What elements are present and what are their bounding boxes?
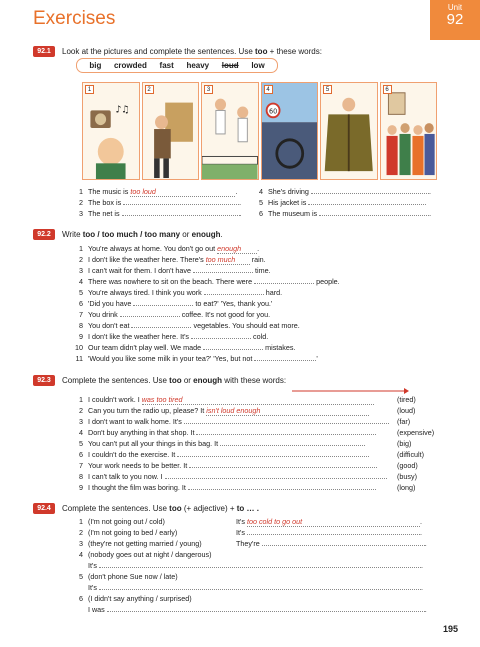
answer-blank[interactable] (184, 417, 389, 424)
car-illustration (262, 83, 318, 179)
word-loud-struck: loud (221, 61, 239, 70)
answer-blank[interactable] (133, 299, 193, 306)
ex4-line-2-answer: It's . (236, 528, 422, 537)
answer-blank[interactable] (189, 461, 377, 468)
picture-number: 5 (323, 85, 332, 94)
hint-difficult: (difficult) (397, 450, 425, 459)
answer-blank[interactable] (120, 310, 180, 317)
ex3-line-2: 2 Can you turn the radio up, please? It isn't loud enough (74, 406, 369, 416)
ex3-line-3: 3 I don't want to walk home. It's (74, 417, 389, 426)
answer-blank[interactable] (220, 439, 365, 446)
answer-blank[interactable] (262, 539, 425, 546)
exercise-badge-92-2: 92.2 (33, 229, 55, 240)
ex2-line-2: 2 I don't like the weather here. There's too much rain. (79, 255, 266, 264)
answer-blank[interactable] (122, 209, 240, 216)
ex3-line-6: 6 I couldn't do the exercise. It (74, 450, 369, 459)
exercise-badge-92-3: 92.3 (33, 375, 55, 386)
answer-blank[interactable] (123, 198, 239, 205)
ex3-line-8: 8 I can't talk to you now. I (74, 472, 387, 481)
ex4-line-1: 1 (I'm not going out / cold) (79, 517, 165, 526)
answer-blank[interactable] (99, 561, 421, 568)
hint-good: (good) (397, 461, 418, 470)
answer-blank[interactable] (196, 428, 376, 435)
ex2-line-1: 1 You're always at home. You don't go out enough . (79, 244, 260, 253)
answer-text: was too tired (142, 395, 374, 405)
ex2-line-7: 7 You drink coffee. It's not good for you. (79, 310, 271, 319)
speed-sign-label: 60 (268, 107, 277, 116)
ex3-line-5: 5 You can't put all your things in this bag. It (74, 439, 365, 448)
ex3-line-1: 1 I couldn't work. I was too tired (74, 395, 374, 405)
answer-text: too loud (130, 187, 235, 197)
answer-blank[interactable] (165, 472, 387, 479)
picture-number: 3 (204, 85, 213, 94)
hint-expensive: (expensive) (397, 428, 435, 437)
unit-number: 92 (446, 11, 464, 28)
exercise-instruction-92-2: Write too / too much / too many or enough. (62, 230, 223, 239)
picture-6-crowded-museum (380, 82, 438, 180)
ex1-line-6: 6 The museum is . (259, 209, 432, 218)
answer-blank[interactable] (193, 266, 253, 273)
picture-2-heavy-box (142, 82, 200, 180)
exercise-instruction-92-1: Look at the pictures and complete the sentences. Use too + these words: (62, 47, 322, 56)
picture-number: 6 (383, 85, 392, 94)
ex1-line-1: 1 The music is too loud . (79, 187, 238, 196)
ex4-line-3: 3 (they're not getting married / young) (79, 539, 202, 548)
answer-blank[interactable] (131, 321, 191, 328)
arrow-icon (290, 387, 410, 395)
picture-strip (82, 82, 437, 180)
answer-blank[interactable] (203, 343, 263, 350)
answer-text: isn't loud enough (206, 406, 369, 416)
exercise-instruction-92-3: Complete the sentences. Use too or enough with these words: (62, 376, 287, 385)
word-low: low (251, 61, 265, 70)
answer-blank[interactable] (177, 450, 369, 457)
answer-text: enough (217, 244, 257, 254)
exercise-badge-92-1: 92.1 (33, 46, 55, 57)
tennis-illustration (202, 83, 258, 179)
exercise-instruction-92-4: Complete the sentences. Use too (+ adjective) + to … . (62, 504, 259, 513)
ex3-line-4: 4 Don't buy anything in that shop. It (74, 428, 376, 437)
jacket-illustration (321, 83, 377, 179)
ex4-line-6-answer: I was . (88, 605, 427, 614)
ex2-line-10: 10 Our team didn't play well. We made mistakes. (75, 343, 296, 352)
ex4-line-5-answer: It's . (88, 583, 423, 592)
hint-loud: (loud) (397, 406, 416, 415)
answer-blank[interactable] (247, 528, 420, 535)
crowd-illustration (381, 83, 437, 179)
ex2-line-3: 3 I can't wait for them. I don't have time. (79, 266, 271, 275)
ex4-line-4: 4 (nobody goes out at night / dangerous) (79, 550, 212, 559)
ex4-line-6: 6 (I didn't say anything / surprised) (79, 594, 192, 603)
unit-tab (430, 0, 480, 40)
answer-text: too cold to go out (247, 517, 420, 527)
ex2-line-5: 5 You're always tired. I think you work hard. (79, 288, 283, 297)
hint-long: (long) (397, 483, 416, 492)
hint-tired: (tired) (397, 395, 416, 404)
page-number: 195 (442, 624, 458, 634)
unit-label: Unit (447, 3, 463, 12)
ex1-line-2: 2 The box is . (79, 198, 242, 207)
ex4-line-3-answer: They're . (236, 539, 427, 548)
answer-text: too much (206, 255, 250, 265)
answer-blank[interactable] (191, 332, 251, 339)
answer-blank[interactable] (319, 209, 429, 216)
hint-big: (big) (397, 439, 412, 448)
picture-1-loud-music (82, 82, 140, 180)
box-illustration (143, 83, 199, 179)
hint-busy: (busy) (397, 472, 417, 481)
word-big: big (89, 61, 102, 70)
picture-3-low-net (201, 82, 259, 180)
picture-5-big-jacket (320, 82, 378, 180)
page-title: Exercises (33, 8, 116, 29)
picture-4-fast-driving (261, 82, 319, 180)
hint-far: (far) (397, 417, 411, 426)
ex2-line-4: 4 There was nowhere to sit on the beach. There were people. (79, 277, 340, 286)
word-heavy: heavy (186, 61, 210, 70)
ex1-line-4: 4 She's driving . (259, 187, 431, 196)
ex4-line-1-answer: It's too cold to go out . (236, 517, 422, 526)
answer-blank[interactable] (311, 187, 429, 194)
answer-blank[interactable] (188, 483, 376, 490)
picture-number: 1 (85, 85, 94, 94)
ex3-line-7: 7 Your work needs to be better. It (74, 461, 377, 470)
ex1-line-5: 5 His jacket is . (259, 198, 427, 207)
word-box (76, 58, 278, 73)
picture-number: 2 (145, 85, 154, 94)
ex3-line-9: 9 I thought the film was boring. It (74, 483, 376, 492)
ex2-line-11: 11 'Would you like some milk in your tea?' 'Yes, but not .' (75, 354, 318, 363)
ex2-line-8: 8 You don't eat vegetables. You should eat more. (79, 321, 300, 330)
word-fast: fast (159, 61, 174, 70)
answer-blank[interactable] (308, 198, 424, 205)
ex2-line-6: 6 'Did you have to eat?' 'Yes, thank you.' (79, 299, 273, 308)
svg-text:♪♫: ♪♫ (115, 104, 130, 116)
picture-number: 4 (264, 85, 273, 94)
answer-blank[interactable] (254, 354, 314, 361)
ex1-line-3: 3 The net is . (79, 209, 242, 218)
ex2-line-9: 9 I don't like the weather here. It's cold. (79, 332, 269, 341)
answer-blank[interactable] (204, 288, 264, 295)
word-crowded: crowded (113, 61, 147, 70)
ex4-line-5: 5 (don't phone Sue now / late) (79, 572, 178, 581)
answer-blank[interactable] (99, 583, 421, 590)
music-illustration (83, 83, 139, 179)
ex4-line-4-answer: It's . (88, 561, 423, 570)
answer-blank[interactable] (107, 605, 425, 612)
exercise-badge-92-4: 92.4 (33, 503, 55, 514)
answer-blank[interactable] (254, 277, 314, 284)
ex4-line-2: 2 (I'm not going to bed / early) (79, 528, 178, 537)
